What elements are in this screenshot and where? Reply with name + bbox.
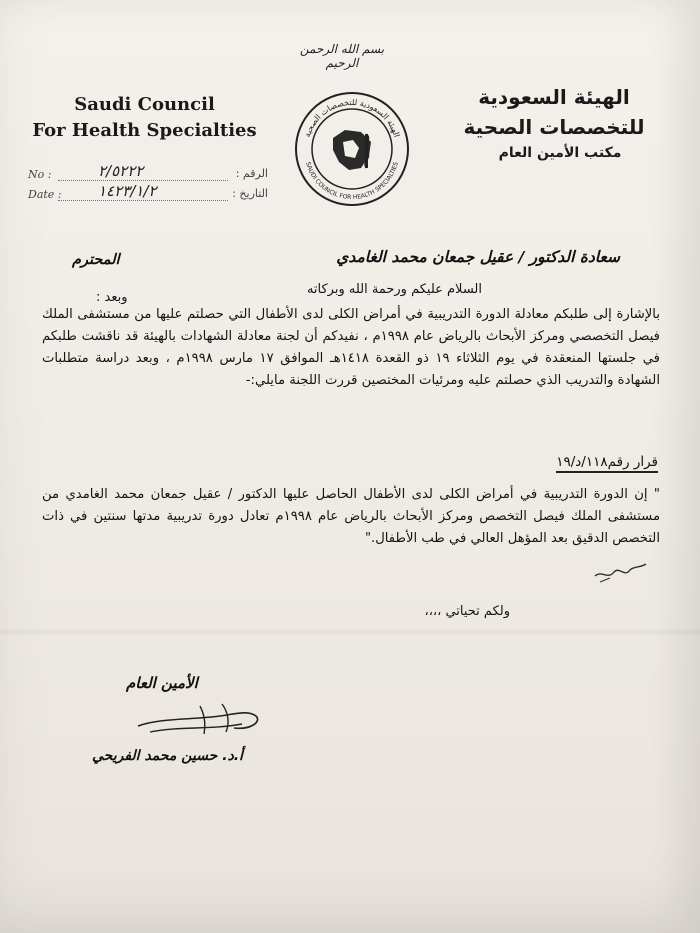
english-organization-name	[22, 92, 267, 144]
addressee-salutation: سعادة الدكتور / عقيل جمعان محمد الغامدي	[336, 248, 620, 266]
wabad-line: وبعد :	[96, 290, 128, 305]
reference-number-label-ar: الرقم :	[235, 167, 268, 180]
arabic-organization-name	[444, 82, 664, 142]
svg-text:SAUDI COUNCIL FOR HEALTH SPECI: SAUDI COUNCIL FOR HEALTH SPECIALTIES	[304, 161, 400, 202]
reference-date-label-ar: التاريخ :	[232, 187, 268, 200]
reference-date-label-en: Date :	[28, 188, 62, 201]
arabic-office-name: مكتب الأمين العام	[498, 145, 622, 161]
handwritten-signature	[130, 696, 270, 746]
arabic-name-line1: الهيئة السعودية	[478, 85, 630, 109]
decision-text: " إن الدورة التدريبية في أمراض الكلى لدى الأطفال الحاصل عليها الدكتور / عقيل جمعان محمد الغامدي من مستشفى الملك فيصل التخصص ومركز الأبحاث بالرياض عام ١٩٩٨م تعادل دورة تدريبية مدتها سنتين في ذات التخصص الدقيق بعد المؤهل العالي في طب الأطفال."	[42, 487, 661, 546]
addressee-honorific: المحترم	[72, 252, 120, 268]
signatory-name: أ.د. حسين محمد الفريحي	[92, 748, 243, 764]
reference-date-dotted-line	[58, 200, 228, 201]
arabic-name-line2: للتخصصات الصحية	[463, 115, 645, 139]
english-name-line2: For Health Specialties	[32, 120, 257, 141]
paper-fold-line	[0, 628, 700, 636]
greeting-line: السلام عليكم ورحمة الله وبركاته	[306, 282, 482, 297]
decision-number-title: قرار رقم١١٨/د/١٩	[556, 454, 658, 473]
reference-number-dotted-line	[58, 180, 228, 181]
reference-number-label-en: No :	[28, 168, 52, 181]
reference-date-row	[28, 182, 268, 206]
reference-number-value: ٢/٥٢٢٢	[98, 162, 144, 180]
svg-text:الهيئة السعودية للتخصصات الصحي: الهيئة السعودية للتخصصات الصحية	[302, 97, 402, 139]
signatory-title: الأمين العام	[126, 674, 198, 692]
letter-body-paragraph: بالإشارة إلى طلبكم معادلة الدورة التدريبية في أمراض الكلى لدى الأطفال التي حصلتم عليها من مستشفى الملك فيصل التخصصي ومركز الأبحاث بالرياض عام ١٩٩٨م ، نفيدكم أن لجنة معادلة الشهادات بالهيئة قد ناقشت طلبكم في جلستها المنعقدة في يوم الثلاثاء ١٩ ذو القعدة ١٤١٨هـ الموافق ١٧ مارس ١٩٩٨م ، وبعد دراسة متطلبات الشهادة والتدريب الذي حصلتم عليه ومرئيات المختصين قررت اللجنة مايلي:-	[42, 307, 660, 388]
bismillah-calligraphy: بسم الله الرحمن الرحيم	[299, 42, 385, 70]
english-name-line1: Saudi Council	[74, 94, 215, 115]
closing-line: ولكم تحياتي ،،،،	[424, 604, 510, 619]
reference-date-value: ١٤٢٣/١/٢	[98, 182, 157, 200]
organization-seal-logo	[293, 90, 411, 208]
handwritten-initials	[590, 552, 650, 588]
